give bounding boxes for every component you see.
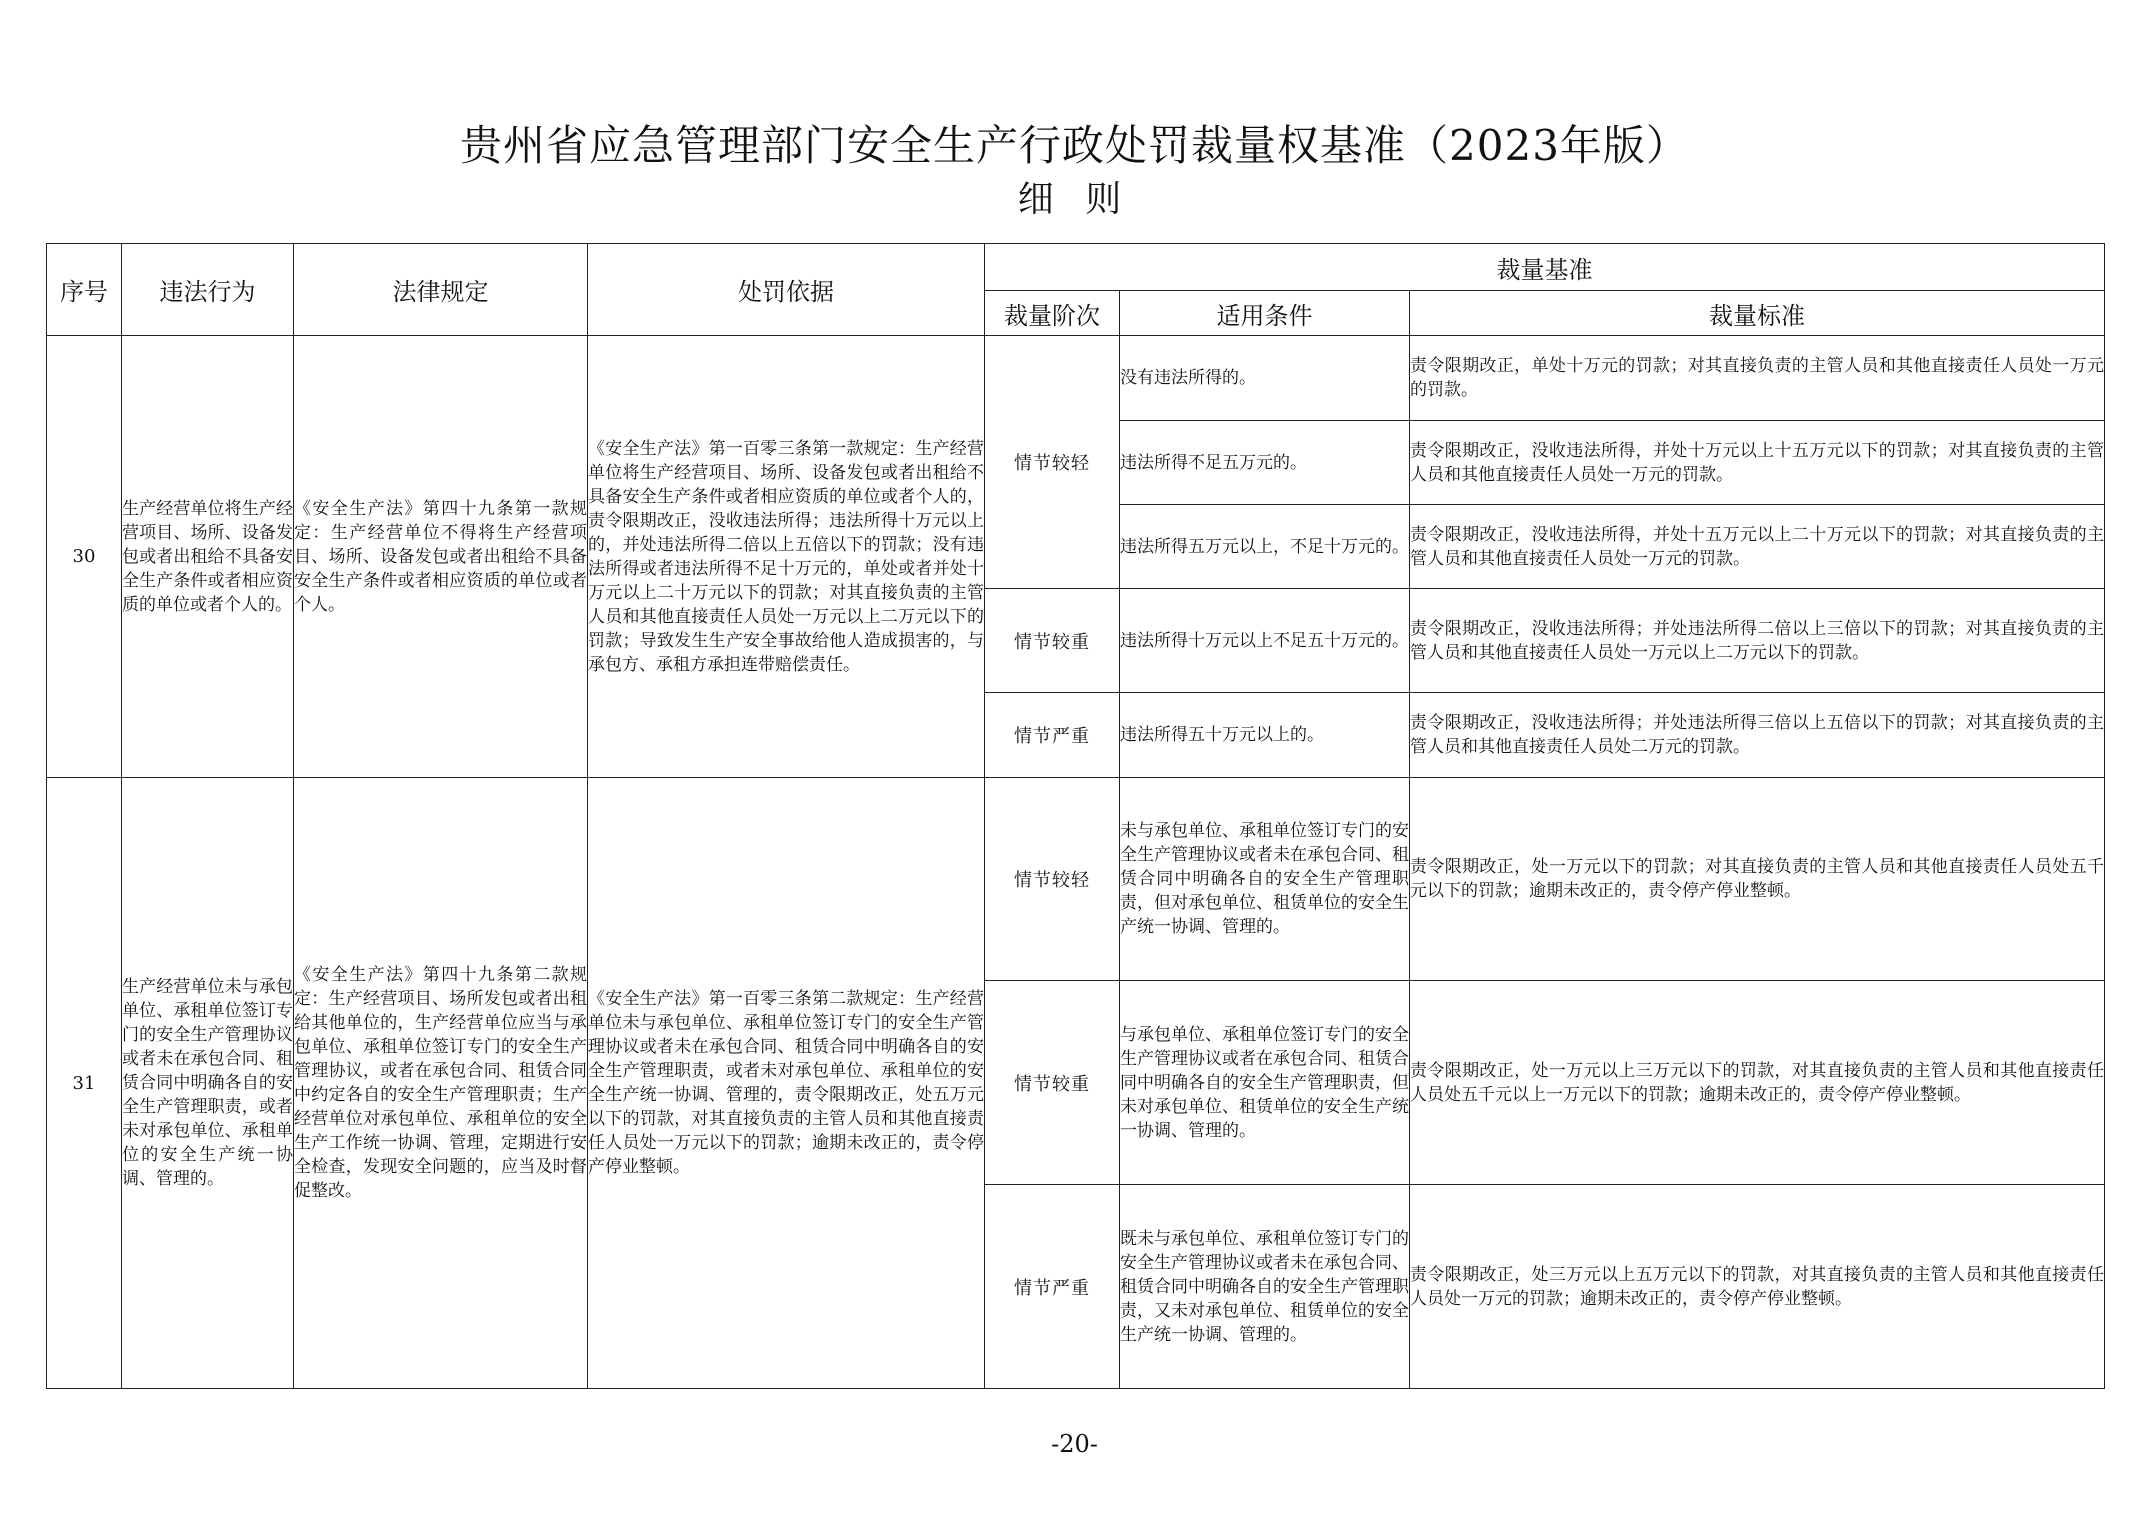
header-seq: 序号	[47, 244, 122, 336]
header-tier: 裁量阶次	[985, 291, 1120, 336]
standard-cell: 责令限期改正，处一万元以下的罚款；对其直接负责的主管人员和其他直接责任人员处五千元以下的罚款；逾期未改正的，责令停产停业整顿。	[1410, 778, 2105, 981]
tier-label: 情节较重	[985, 589, 1120, 693]
condition-cell: 与承包单位、承租单位签订专门的安全生产管理协议或者在承包合同、租赁合同中明确各自的安全生产管理职责，但未对承包单位、租赁单位的安全生产统一协调、管理的。	[1120, 981, 1410, 1185]
standard-cell: 责令限期改正，没收违法所得，并处十五万元以上二十万元以下的罚款；对其直接负责的主管人员和其他直接责任人员处一万元的罚款。	[1410, 505, 2105, 589]
tier-label: 情节较轻	[985, 778, 1120, 981]
row-seq: 31	[47, 778, 122, 1389]
tier-label: 情节较重	[985, 981, 1120, 1185]
document-subtitle: 细 则	[1017, 179, 1132, 220]
standard-cell: 责令限期改正，没收违法所得；并处违法所得三倍以上五倍以下的罚款；对其直接负责的主管人员和其他直接责任人员处二万元的罚款。	[1410, 693, 2105, 778]
condition-cell: 违法所得五十万元以上的。	[1120, 693, 1410, 778]
document-title: 贵州省应急管理部门安全生产行政处罚裁量权基准（2023年版）	[460, 121, 1689, 170]
header-penalty-basis: 处罚依据	[588, 244, 985, 336]
header-legal-provision: 法律规定	[294, 244, 588, 336]
row-penalty-basis: 《安全生产法》第一百零三条第二款规定：生产经营单位未与承包单位、承租单位签订专门的安全生产管理协议或者未在承包合同、租赁合同中明确各自的安全生产管理职责，或者未对承包单位、承租单位的安全生产统一协调、管理的，责令限期改正，处五万元以下的罚款，对其直接负责的主管人员和其他直接责任人员处一万元以下的罚款；逾期未改正的，责令停产停业整顿。	[588, 778, 985, 1389]
condition-cell: 违法所得五万元以上，不足十万元的。	[1120, 505, 1410, 589]
benchmark-table	[46, 243, 2105, 1389]
header-violation: 违法行为	[122, 244, 294, 336]
header-condition: 适用条件	[1120, 291, 1410, 336]
condition-cell: 违法所得不足五万元的。	[1120, 421, 1410, 505]
standard-cell: 责令限期改正，没收违法所得；并处违法所得二倍以上三倍以下的罚款；对其直接负责的主管人员和其他直接责任人员处一万元以上二万元以下的罚款。	[1410, 589, 2105, 693]
standard-cell: 责令限期改正，处三万元以上五万元以下的罚款，对其直接负责的主管人员和其他直接责任人员处一万元的罚款；逾期未改正的，责令停产停业整顿。	[1410, 1185, 2105, 1389]
row-violation: 生产经营单位未与承包单位、承租单位签订专门的安全生产管理协议或者未在承包合同、租赁合同中明确各自的安全生产管理职责，或者未对承包单位、承租单位的安全生产统一协调、管理的。	[122, 778, 294, 1389]
standard-cell: 责令限期改正，处一万元以上三万元以下的罚款，对其直接负责的主管人员和其他直接责任人员处五千元以上一万元以下的罚款；逾期未改正的，责令停产停业整顿。	[1410, 981, 2105, 1185]
row-penalty-basis: 《安全生产法》第一百零三条第一款规定：生产经营单位将生产经营项目、场所、设备发包或者出租给不具备安全生产条件或者相应资质的单位或者个人的，责令限期改正，没收违法所得；违法所得十万元以上的，并处违法所得二倍以上五倍以下的罚款；没有违法所得或者违法所得不足十万元的，单处或者并处十万元以上二十万元以下的罚款；对其直接负责的主管人员和其他直接责任人员处一万元以上二万元以下的罚款；导致发生生产安全事故给他人造成损害的，与承包方、承租方承担连带赔偿责任。	[588, 336, 985, 778]
row-legal-provision: 《安全生产法》第四十九条第一款规定：生产经营单位不得将生产经营项目、场所、设备发包或者出租给不具备安全生产条件或者相应资质的单位或者个人。	[294, 336, 588, 778]
condition-cell: 违法所得十万元以上不足五十万元的。	[1120, 589, 1410, 693]
tier-label: 情节较轻	[985, 336, 1120, 589]
condition-cell: 既未与承包单位、承租单位签订专门的安全生产管理协议或者未在承包合同、租赁合同中明确各自的安全生产管理职责，又未对承包单位、租赁单位的安全生产统一协调、管理的。	[1120, 1185, 1410, 1389]
row-legal-provision: 《安全生产法》第四十九条第二款规定：生产经营项目、场所发包或者出租给其他单位的，生产经营单位应当与承包单位、承租单位签订专门的安全生产管理协议，或者在承包合同、租赁合同中约定各自的安全生产管理职责；生产经营单位对承包单位、承租单位的安全生产工作统一协调、管理，定期进行安全检查，发现安全问题的，应当及时督促整改。	[294, 778, 588, 1389]
header-benchmark: 裁量基准	[985, 244, 2105, 291]
header-standard: 裁量标准	[1410, 291, 2105, 336]
tier-label: 情节严重	[985, 693, 1120, 778]
row-seq: 30	[47, 336, 122, 778]
tier-label: 情节严重	[985, 1185, 1120, 1389]
page-number: -20-	[1051, 1430, 1098, 1458]
row-violation: 生产经营单位将生产经营项目、场所、设备发包或者出租给不具备安全生产条件或者相应资质的单位或者个人的。	[122, 336, 294, 778]
condition-cell: 未与承包单位、承租单位签订专门的安全生产管理协议或者未在承包合同、租赁合同中明确各自的安全生产管理职责，但对承包单位、租赁单位的安全生产统一协调、管理的。	[1120, 778, 1410, 981]
standard-cell: 责令限期改正，没收违法所得，并处十万元以上十五万元以下的罚款；对其直接负责的主管人员和其他直接责任人员处一万元的罚款。	[1410, 421, 2105, 505]
standard-cell: 责令限期改正，单处十万元的罚款；对其直接负责的主管人员和其他直接责任人员处一万元的罚款。	[1410, 336, 2105, 421]
condition-cell: 没有违法所得的。	[1120, 336, 1410, 421]
